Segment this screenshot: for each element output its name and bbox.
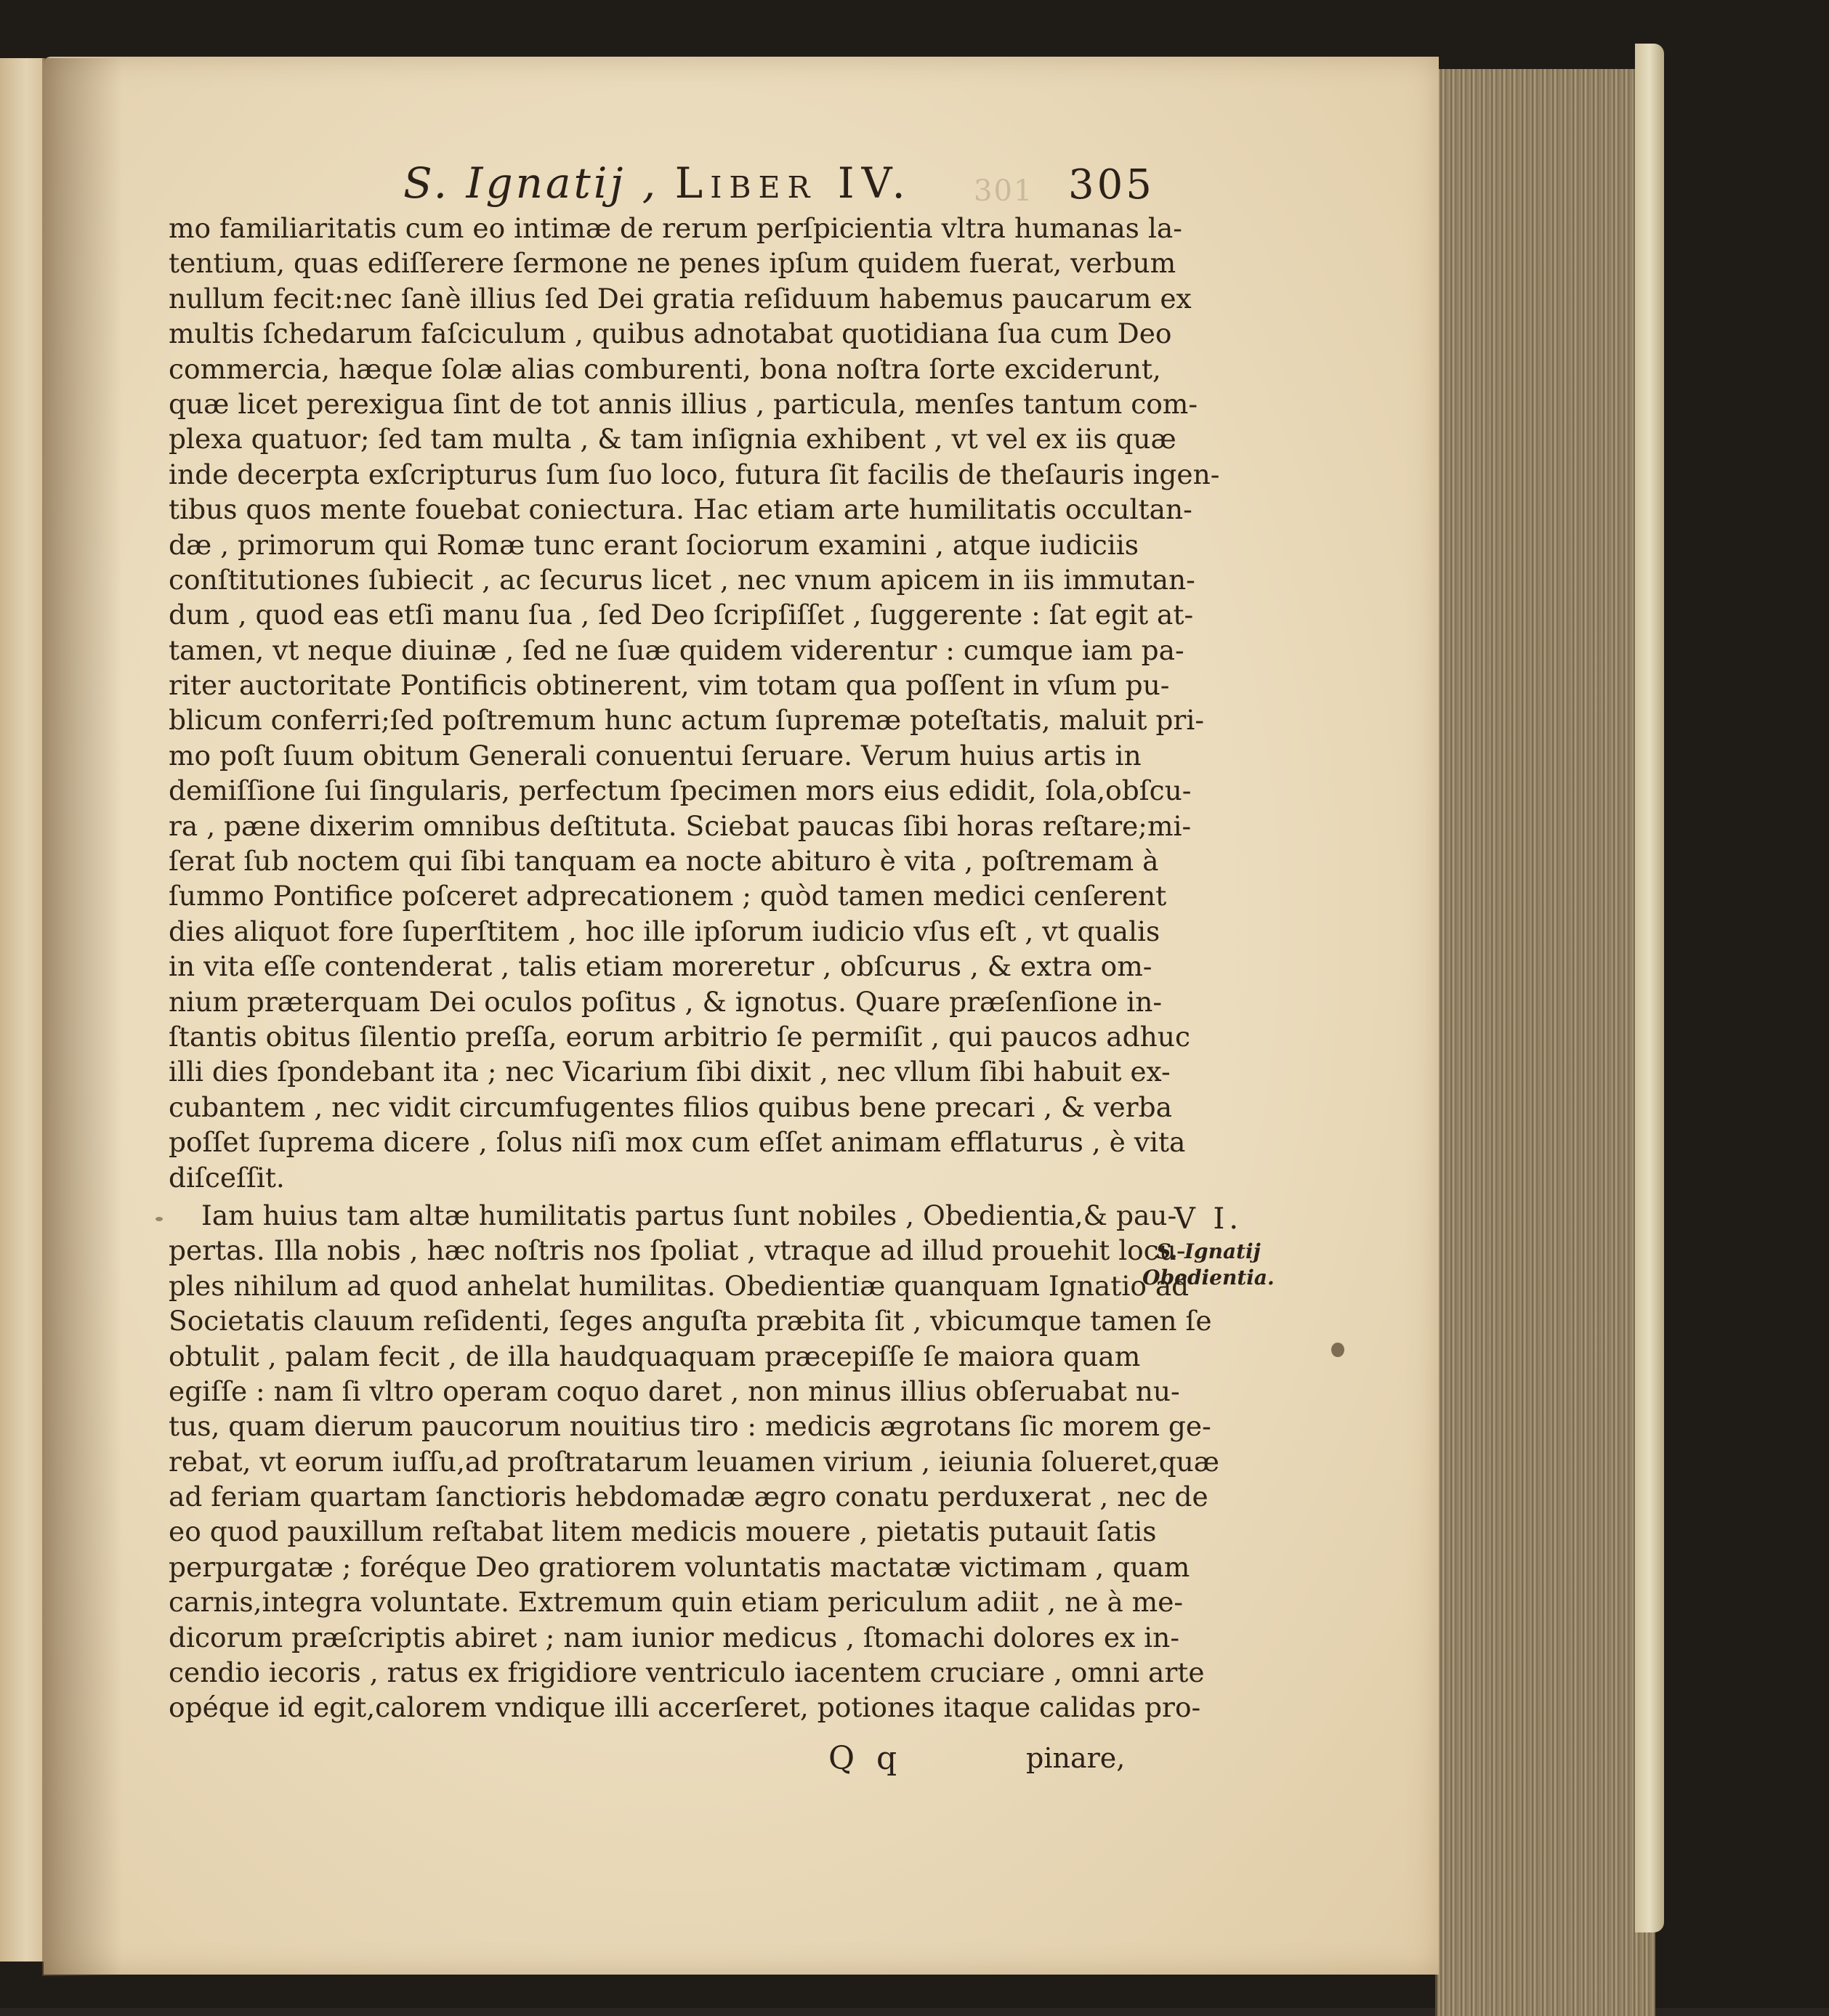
running-head-saint: S. Ignatij , [403,158,659,208]
ink-spot [156,1217,163,1221]
text-line: ſtantis obitus ſilentio preſſa, eorum arbitrio ſe permiſit , qui paucos adhuc [169,1020,1190,1053]
text-line: nullum fecit:nec ſanè illius ſed Dei gratia reſiduum habemus paucarum ex [169,282,1192,315]
text-line: multis ſchedarum faſciculum , quibus adnotabat quotidiana ſua cum Deo [169,317,1172,350]
text-line: ad feriam quartam ſanctioris hebdomadæ ægro conatu perduxerat , nec de [169,1481,1208,1513]
catchword: pinare, [1026,1742,1126,1774]
text-line: in vita eſſe contenderat , talis etiam moreretur , obſcurus , & extra om- [169,950,1152,983]
signature-mark: Q q [828,1740,903,1777]
text-line: ra , pæne dixerim omnibus deſtituta. Sciebat paucas ſibi horas reſtare;mi- [169,809,1192,842]
text-line: tamen, vt neque diuinæ , ſed ne ſuæ quidem viderentur : cumque iam pa- [169,633,1184,666]
margin-note-line-1: S. Ignatij [1156,1239,1261,1263]
text-line: perpurgatæ ; foréque Deo gratiorem voluntatis mactatæ victimam , quam [169,1550,1190,1583]
text-line: inde decerpta exſcripturus ſum ſuo loco, futura ſit facilis de theſauris ingen- [169,458,1220,490]
margin-note-line-2: Obedientia. [1142,1266,1275,1290]
text-line: ſerat ſub noctem qui ſibi tanquam ea nocte abituro è vita , poſtremam à [169,845,1159,878]
margin-note-number: V I. [1174,1202,1243,1236]
text-line: tentium, quas ediſſerere ſermone ne penes ipſum quidem fuerat, verbum [169,247,1176,280]
text-line: conſtitutiones ſubiecit , ac ſecurus licet , nec vnum apicem in iis immutan- [169,563,1195,596]
text-line: Societatis clauum reſidenti, ſeges anguſta præbita ſit , vbicumque tamen ſe [169,1305,1212,1337]
text-line: tus, quam dierum paucorum nouitius tiro : medicis ægrotans ſic morem ge- [169,1410,1211,1443]
margin-note [1139,1202,1277,1291]
text-line: poſſet ſuprema dicere , ſolus niſi mox cum eſſet animam efflaturus , è vita [169,1126,1186,1159]
text-line: ſummo Pontifice poſceret adprecationem ; quòd tamen medici cenſerent [169,880,1167,912]
text-line: Iam huius tam altæ humilitatis partus ſunt nobiles , Obedientia,& pau- [201,1199,1177,1231]
running-head [403,158,913,208]
text-line: dum , quod eas etſi manu ſua , ſed Deo ſcripſiſſet , ſuggerente : ſat egit at- [169,599,1194,631]
text-line: dies aliquot fore ſuperſtitem , hoc ille ipſorum iudicio vſus eſt , vt qualis [169,915,1160,947]
text-line: dæ , primorum qui Romæ tunc erant ſociorum examini , atque iudiciis [169,528,1139,561]
text-line: riter auctoritate Pontificis obtinerent, vim totam qua poſſent in vſum pu- [169,669,1170,702]
text-line: demiſſione ſui ſingularis, perfectum ſpecimen mors eius edidit, ſola,obſcu- [169,774,1192,807]
text-line: rebat, vt eorum iuſſu,ad proſtratarum leuamen virium , ieiunia ſolueret,quæ [169,1445,1220,1478]
text-line: ples nihilum ad quod anhelat humilitas. Obedientiæ quanquam Ignatio ad [169,1269,1190,1302]
text-line: mo poſt ſuum obitum Generali conuentui ſeruare. Verum huius artis in [169,739,1142,772]
text-line: nium præterquam Dei oculos poſitus , & ignotus. Quare præſenſione in- [169,985,1163,1018]
running-head-book: Liber IV. [674,158,913,208]
text-line: quæ licet perexigua ſint de tot annis illius , particula, menſes tantum com- [169,387,1198,420]
text-line: obtulit , palam fecit , de illa haudquaquam præcepiſſe ſe maiora quam [169,1340,1141,1372]
text-line: opéque id egit,calorem vndique illi accerſeret, potiones itaque calidas pro- [169,1691,1201,1724]
book-fore-edge [1435,69,1655,2016]
text-line: plexa quatuor; ſed tam multa , & tam inſignia exhibent , vt vel ex iis quæ [169,423,1176,456]
ink-spot [1331,1343,1344,1357]
text-line: mo familiaritatis cum eo intimæ de rerum perſpicientia vltra humanas la- [169,212,1182,244]
text-line: dicorum præſcriptis abiret ; nam iunior medicus , ſtomachi dolores ex in- [169,1621,1179,1653]
text-line: commercia, hæque ſolæ alias comburenti, bona noſtra ſorte exciderunt, [169,352,1161,385]
text-line: pertas. Illa nobis , hæc noſtris nos ſpoliat , vtraque ad illud prouehit locu- [169,1234,1186,1267]
text-line: eo quod pauxillum reſtabat litem medicis mouere , pietatis putauit ſatis [169,1515,1157,1548]
book-cover-edge [1635,44,1664,1932]
text-line: blicum conferri;ſed poſtremum hunc actum ſupremæ poteſtatis, maluit pri- [169,704,1204,737]
page-gutter-shadow [42,58,122,1976]
text-line: carnis,integra voluntate. Extremum quin etiam periculum adiit , ne à me- [169,1586,1184,1619]
text-line: illi dies ſpondebant ita ; nec Vicarium ſibi dixit , nec vllum ſibi habuit ex- [169,1056,1171,1088]
folio-number: 305 [1068,161,1155,209]
facing-page-edge [0,58,45,1962]
text-line: diſceſſit. [169,1161,285,1194]
faint-folio-number: 301 [974,174,1034,208]
text-line: egiſſe : nam ſi vltro operam coquo daret , non minus illius obſeruabat nu- [169,1375,1180,1407]
text-line: cendio iecoris , ratus ex frigidiore ventriculo iacentem cruciare , omni arte [169,1656,1205,1689]
text-line: tibus quos mente fouebat coniectura. Hac etiam arte humilitatis occultan- [169,493,1192,526]
text-line: cubantem , nec vidit circumfugentes filios quibus bene precari , & verba [169,1090,1172,1123]
